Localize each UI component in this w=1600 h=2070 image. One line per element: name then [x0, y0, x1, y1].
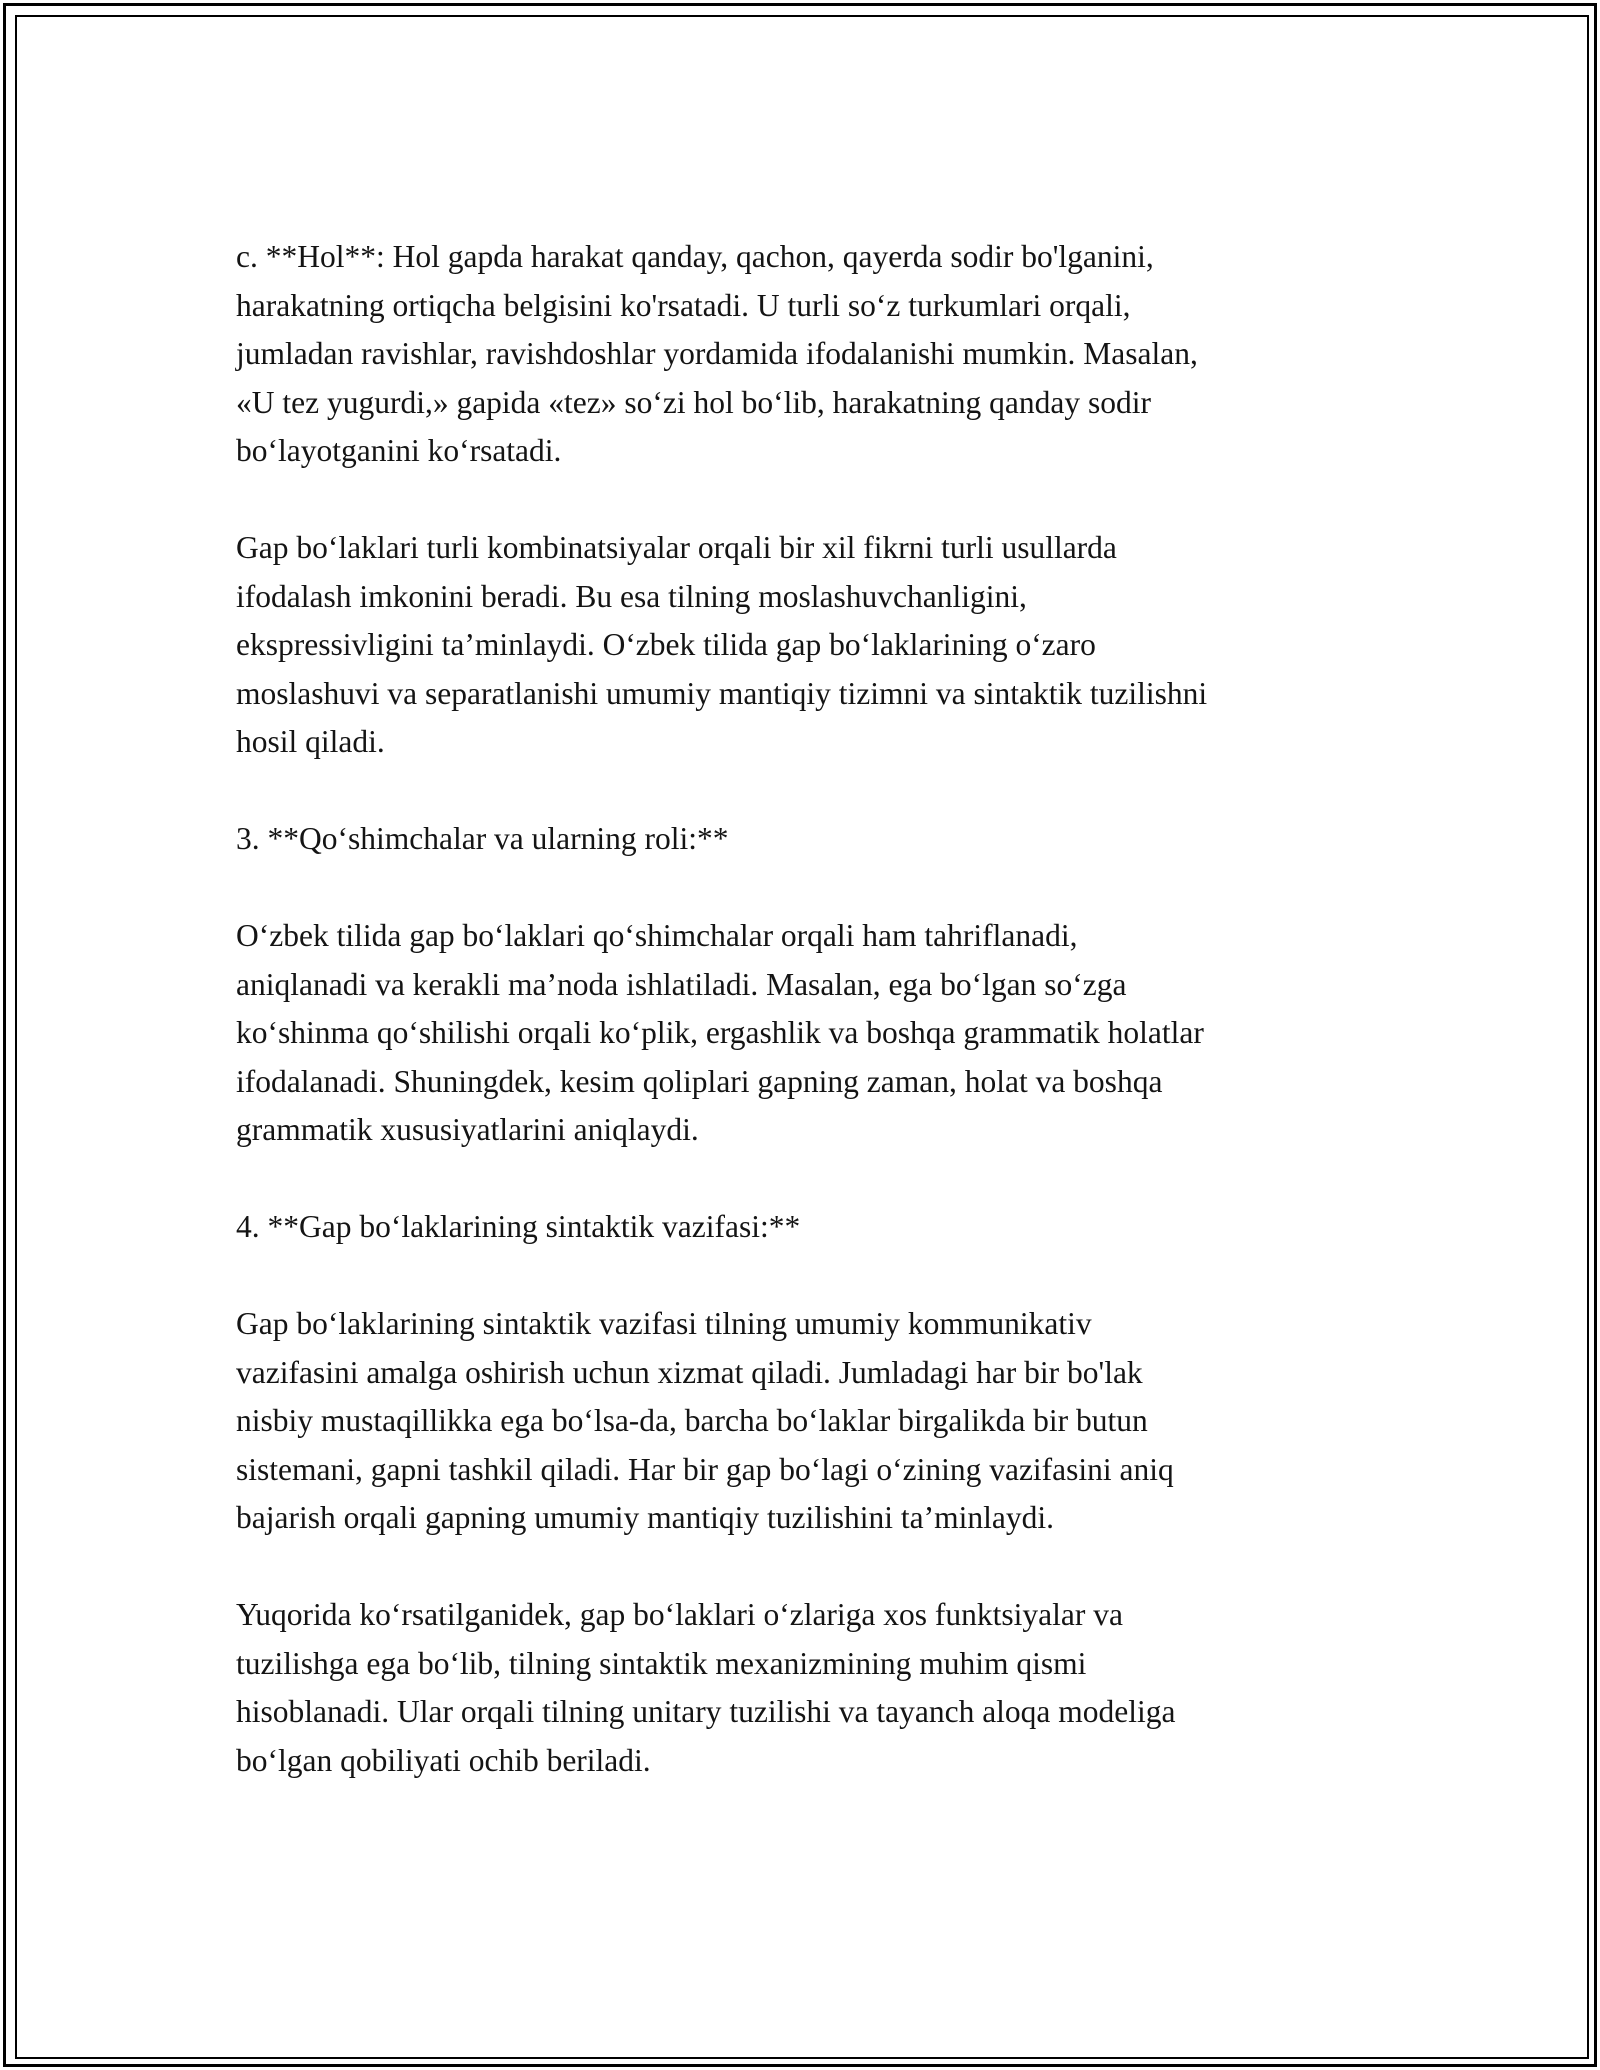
paragraph-suffixes-role: O‘zbek tilida gap bo‘laklari qo‘shimchalar orqali ham tahriflanadi, aniqlanadi va kerakli ma’noda ishlatiladi. Masalan, ega bo‘lgan so‘zga ko‘shinma qo‘shilishi orqali ko‘plik, ergashlik va boshqa grammatik holatlar ifodalanadi. Shuningdek, kesim qoliplari gapning zaman, holat va boshqa grammatik xususiyatlarini aniqlaydi.: [236, 918, 1204, 1147]
paragraph-conclusion: Yuqorida ko‘rsatilganidek, gap bo‘laklari o‘zlariga xos funktsiyalar va tuzilishga ega bo‘lib, tilning sintaktik mexanizmining muhim qismi hisoblanadi. Ular orqali tilning unitary tuzilishi va tayanch aloqa modeliga bo‘lgan qobiliyati ochib beriladi.: [236, 1597, 1176, 1778]
section-heading-suffixes: 3. **Qo‘shimchalar va ularning roli:**: [236, 821, 729, 856]
paragraph-syntactic-function: Gap bo‘laklarining sintaktik vazifasi tilning umumiy kommunikativ vazifasini amalga oshirish uchun xizmat qiladi. Jumladagi har bir bo'lak nisbiy mustaqillikka ega bo‘lsa-da, barcha bo‘laklar birgalikda bir butun sistemani, gapni tashkil qiladi. Har bir gap bo‘lagi o‘zining vazifasini aniq bajarish orqali gapning umumiy mantiqiy tuzilishini ta’minlaydi.: [236, 1306, 1174, 1535]
section-heading-syntactic-function: 4. **Gap bo‘laklarining sintaktik vazifasi:**: [236, 1209, 801, 1244]
document-body: [236, 233, 1386, 1785]
paragraph-hol-definition: c. **Hol**: Hol gapda harakat qanday, qachon, qayerda sodir bo'lganini, harakatning ortiqcha belgisini ko'rsatadi. U turli so‘z turkumlari orqali, jumladan ravishlar, ravishdoshlar yordamida ifodalanishi mumkin. Masalan, «U tez yugurdi,» gapida «tez» so‘zi hol bo‘lib, harakatning qanday sodir bo‘layotganini ko‘rsatadi.: [236, 239, 1198, 468]
paragraph-gap-combinations: Gap bo‘laklari turli kombinatsiyalar orqali bir xil fikrni turli usullarda ifodalash imkonini beradi. Bu esa tilning moslashuvchanligini, ekspressivligini ta’minlaydi. O‘zbek tilida gap bo‘laklarining o‘zaro moslashuvi va separatlanishi umumiy mantiqiy tizimni va sintaktik tuzilishni hosil qiladi.: [236, 530, 1208, 759]
